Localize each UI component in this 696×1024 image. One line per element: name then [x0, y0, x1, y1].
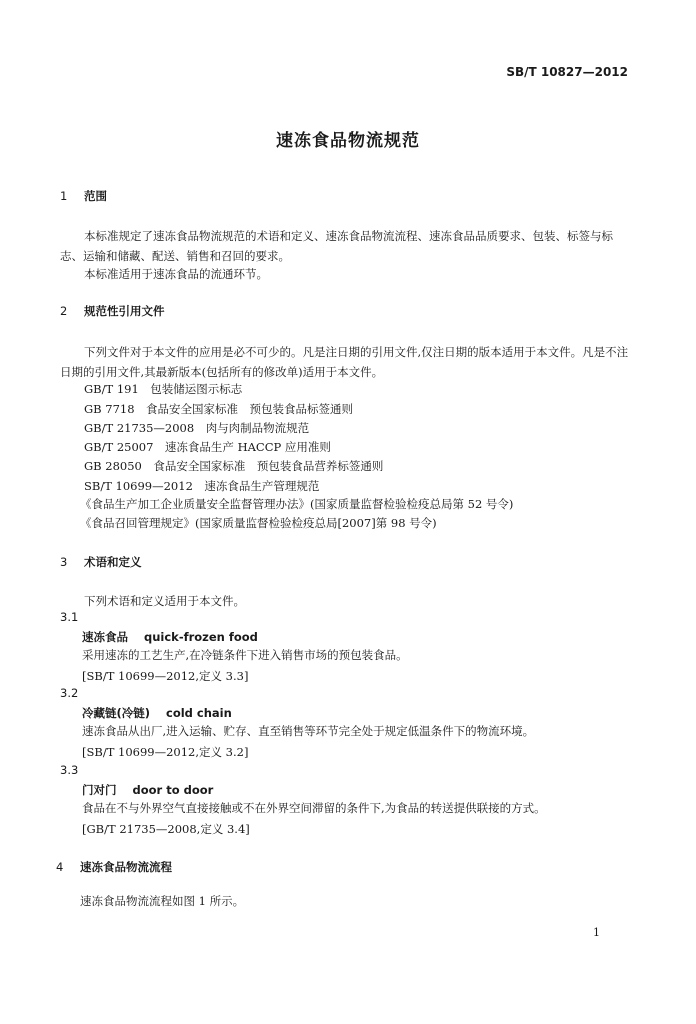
- flow-paragraph: 速冻食品物流流程如图 1 所示。: [80, 894, 245, 908]
- term-source: [GB/T 21735—2008,定义 3.4]: [82, 822, 250, 836]
- term-name-cn: 门对门: [82, 783, 117, 797]
- section-title: 速冻食品物流流程: [80, 860, 172, 874]
- term-name-en: cold chain: [166, 706, 232, 720]
- scope-paragraph-1: 本标准规定了速冻食品物流规范的术语和定义、速冻食品物流流程、速冻食品品质要求、包装、标签与标志、运输和储藏、配送、销售和召回的要求。: [60, 229, 613, 263]
- section-title: 规范性引用文件: [84, 304, 165, 318]
- reference-item: GB 7718 食品安全国家标准 预包装食品标签通则: [84, 402, 354, 416]
- section-4-heading: [56, 859, 172, 875]
- standard-code: SB/T 10827—2012: [506, 65, 628, 79]
- reference-item: GB/T 191 包装储运图示标志: [84, 382, 243, 396]
- term-source: [SB/T 10699—2012,定义 3.3]: [82, 669, 249, 683]
- term-definition: 速冻食品从出厂,进入运输、贮存、直至销售等环节完全处于规定低温条件下的物流环境。: [82, 724, 535, 738]
- page-number: 1: [593, 926, 600, 939]
- term-name-cn: 速冻食品: [82, 630, 128, 644]
- term-definition: 食品在不与外界空气直接接触或不在外界空间滞留的条件下,为食品的转送提供联接的方式。: [82, 801, 546, 815]
- section-3-heading: [60, 554, 142, 570]
- section-title: 范围: [84, 189, 107, 203]
- refs-intro-paragraph: 下列文件对于本文件的应用是必不可少的。凡是注日期的引用文件,仅注日期的版本适用于本文件。凡是不注日期的引用文件,其最新版本(包括所有的修改单)适用于本文件。: [60, 345, 629, 379]
- reference-item: 《食品召回管理规定》(国家质量监督检验检疫总局[2007]第 98 号令): [80, 516, 437, 530]
- term-source: [SB/T 10699—2012,定义 3.2]: [82, 745, 249, 759]
- section-2-heading: [60, 303, 165, 319]
- term-name-en: door to door: [132, 783, 214, 797]
- reference-item: 《食品生产加工企业质量安全监督管理办法》(国家质量监督检验检疫总局第 52 号令): [80, 497, 514, 511]
- reference-item: GB/T 21735—2008 肉与肉制品物流规范: [84, 421, 310, 435]
- section-number: 4: [56, 860, 64, 874]
- reference-item: GB 28050 食品安全国家标准 预包装食品营养标签通则: [84, 459, 384, 473]
- term-name: [82, 705, 232, 721]
- section-1-heading: [60, 188, 107, 204]
- section-number: 1: [60, 189, 68, 203]
- term-name-en: quick-frozen food: [144, 630, 258, 644]
- term-number: 3.2: [60, 686, 79, 700]
- term-name-cn: 冷藏链(冷链): [82, 706, 151, 720]
- term-name: [82, 782, 213, 798]
- term-number: 3.1: [60, 610, 79, 624]
- section-number: 3: [60, 555, 68, 569]
- section-title: 术语和定义: [84, 555, 142, 569]
- term-number: 3.3: [60, 763, 79, 777]
- section-number: 2: [60, 304, 68, 318]
- page-title: 速冻食品物流规范: [276, 131, 420, 151]
- term-name: [82, 629, 258, 645]
- terms-intro-paragraph: 下列术语和定义适用于本文件。: [84, 594, 245, 608]
- reference-item: GB/T 25007 速冻食品生产 HACCP 应用准则: [84, 440, 331, 454]
- reference-item: SB/T 10699—2012 速冻食品生产管理规范: [84, 479, 320, 493]
- scope-paragraph-2: 本标准适用于速冻食品的流通环节。: [84, 267, 268, 281]
- term-definition: 采用速冻的工艺生产,在冷链条件下进入销售市场的预包装食品。: [82, 648, 408, 662]
